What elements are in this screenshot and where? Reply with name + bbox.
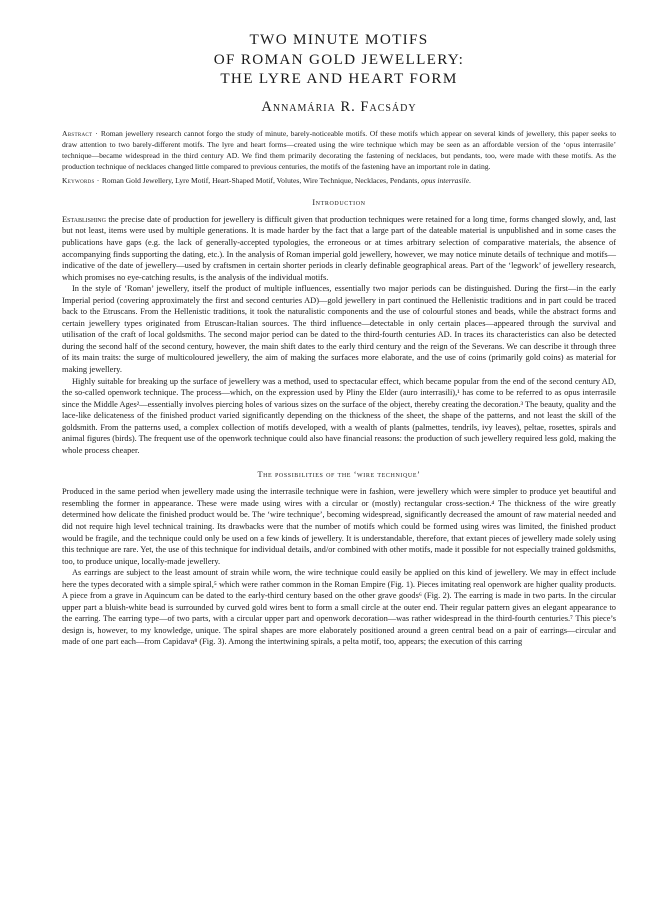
keywords-italic: opus interrasile [421, 175, 470, 185]
title-line-3: THE LYRE AND HEART FORM [220, 70, 458, 87]
author-name: Annamária R. Facsády [261, 98, 417, 115]
keywords [62, 175, 616, 186]
section-heading-wire-technique: The possibilities of the ‘wire technique’ [257, 470, 421, 480]
article-title [62, 30, 616, 89]
article-page [62, 30, 616, 648]
keywords-end: . [469, 175, 471, 185]
title-line-2: OF ROMAN GOLD JEWELLERY: [213, 50, 465, 68]
intro-paragraph-1-text: the precise date of production for jewellery is difficult given that production techniques were retained for a long time, forms changed slowly, and, last but not least, items were used by multiple generations. It is made harder by the fact that a large part of the dateable material is unpublished and in some cases the publications have gaps (e.g. the lack of generally-accepted typologies, the erroneous or at times arbitrary selection of comparative materials, the absence of accompanying finds supporting the dating, etc.). In the analysis of Roman imperial gold jewellery, however, we may notice minute details of technique and motifs—indicative of the date of jewellery—used by craftsmen in certain shorter periods in clearly definable geographical areas. Part of the ‘legwork’ of jewellery research, which promises no eye-catching results, is the analysis of the individual motifs. [62, 214, 616, 282]
intro-lead-word: Establishing [62, 214, 106, 224]
section-heading-introduction: Introduction [312, 197, 366, 207]
abstract-text: Roman jewellery research cannot forgo the study of minute, barely-noticeable motifs. Of these motifs which appear on several kinds of jewellery, this paper seeks to draw attention to two barely-different motifs. The lyre and heart forms—created using the wire technique which may be seen as an affordable version of the ‘opus interrasile’ technique—became widespread in the third century AD. We find them primarily decorating the fastening of necklaces, but pendants, too, were made with these motifs. As the production technique of necklaces changed little compared to previous centuries, the motifs of the fastening have an important role in dating. [62, 128, 617, 171]
abstract-label: Abstract · [62, 128, 101, 138]
intro-paragraph-3: Highly suitable for breaking up the surface of jewellery was a method, used to spectacular effect, which became popular from the end of the second century AD, the so-called openwork technique. The process—which, on the expression used by Pliny the Elder (auro interrasili),¹ has come to be referred to as opus interrasile since the Middle Ages²—essentially involves piercing holes of various sizes on the surface of the object, thereby creating the decoration.³ The beauty, quality and the lace-like delicateness of the finished product varied significantly depending on the thickness of the sheet, the shape of the patterns, and not least the skill of the goldsmith. From the patterns used, a complex collection of motifs developed, with a wealth of plants (palmettes, tendrils, ivy leaves), peltae, rosettes, spirals and animal figures (birds). The frequent use of the openwork technique could also have financial reasons: the production of such jewellery required less gold, making the whole process cheaper. [62, 376, 616, 455]
wire-paragraph-2: As earrings are subject to the least amount of strain while worn, the wire technique could easily be applied on this kind of jewellery. We may in effect include here the types decorated with a simple spiral,⁵ which were rather common in the Roman Empire (Fig. 1). Pieces imitating real openwork are higher quality products. A piece from a grave in Aquincum can be dated to the early-third century based on the other grave goods⁶ (Fig. 2). The earring is made in two parts. In the circular upper part a bluish-white bead is surrounded by curved gold wires bent to form a small circle at the outer end. Their regular pattern gives an elegant appearance to the earring. The earring type—of two parts, with a circular upper part and openwork decoration—was rather widespread in the third-fourth centuries.⁷ This piece’s design is, however, to my knowledge, unique. The spiral shapes are more elaborately positioned around a green central bead on a pair of earrings—circular and made of one part each—from Capidava⁸ (Fig. 3). Among the intertwining spirals, a pelta motif, too, appears; the execution of this carring [62, 568, 616, 647]
abstract [62, 128, 616, 172]
keywords-label: Keywords · [62, 175, 102, 185]
title-line-1: TWO MINUTE MOTIFS [249, 31, 429, 48]
keywords-text: Roman Gold Jewellery, Lyre Motif, Heart-Shaped Motif, Volutes, Wire Technique, Necklaces, Pendants, [101, 175, 422, 185]
wire-paragraph-1: Produced in the same period when jewellery made using the interrasile technique were in fashion, were jewellery which were simpler to produce yet beautiful and resembling the former in appearance. These were made using wires with a circular or (mostly) rectangular cross-section.⁴ The thickness of the wire greatly determined how delicate the finished product would be. The ‘wire technique’, becoming widespread, significantly decreased the amount of raw material needed and did not require high level technical training. Its drawbacks were that the number of motifs which could be formed using wires was limited, the finished product would be fragile, and the technique could only be used on a few kinds of jewellery. It is understandable, therefore, that extant pieces of jewellery made solely using this technique are rare. Yet, the use of this technique for individual details, and/or combined with other motifs, made it possible for not especially trained goldsmiths, too, to produce unique, locally-made jewellery. [62, 487, 616, 566]
intro-paragraph-1 [62, 214, 616, 283]
intro-paragraph-2: In the style of ‘Roman’ jewellery, itself the product of multiple influences, essentially two major periods can be distinguished. During the first—in the early Imperial period (covering approximately the first and second centuries AD)—gold jewellery in part continued the Hellenistic traditions and in part could be traced back to the Etruscans. From the Hellenistic traditions, it took the naturalistic components and the use of colourful stones and beads, while the abstract forms and certain jewellery types originated from Etruscan-Italian sources. The third influence—detectable in only certain places—appeared through the survival and utilisation of the craft of local goldsmiths. The second major period can be dated to the third-fourth centuries AD. In traces its characteristics can also be detected during the second half of the second century, however, the main shift dates to the early third century and the reign of the Severans. We can describe it through three of its main traits: the surge of multicoloured jewellery, the aim of making the surfaces more elaborate, and the use of coins (primarily gold coins) as material for making jewellery. [62, 284, 616, 374]
